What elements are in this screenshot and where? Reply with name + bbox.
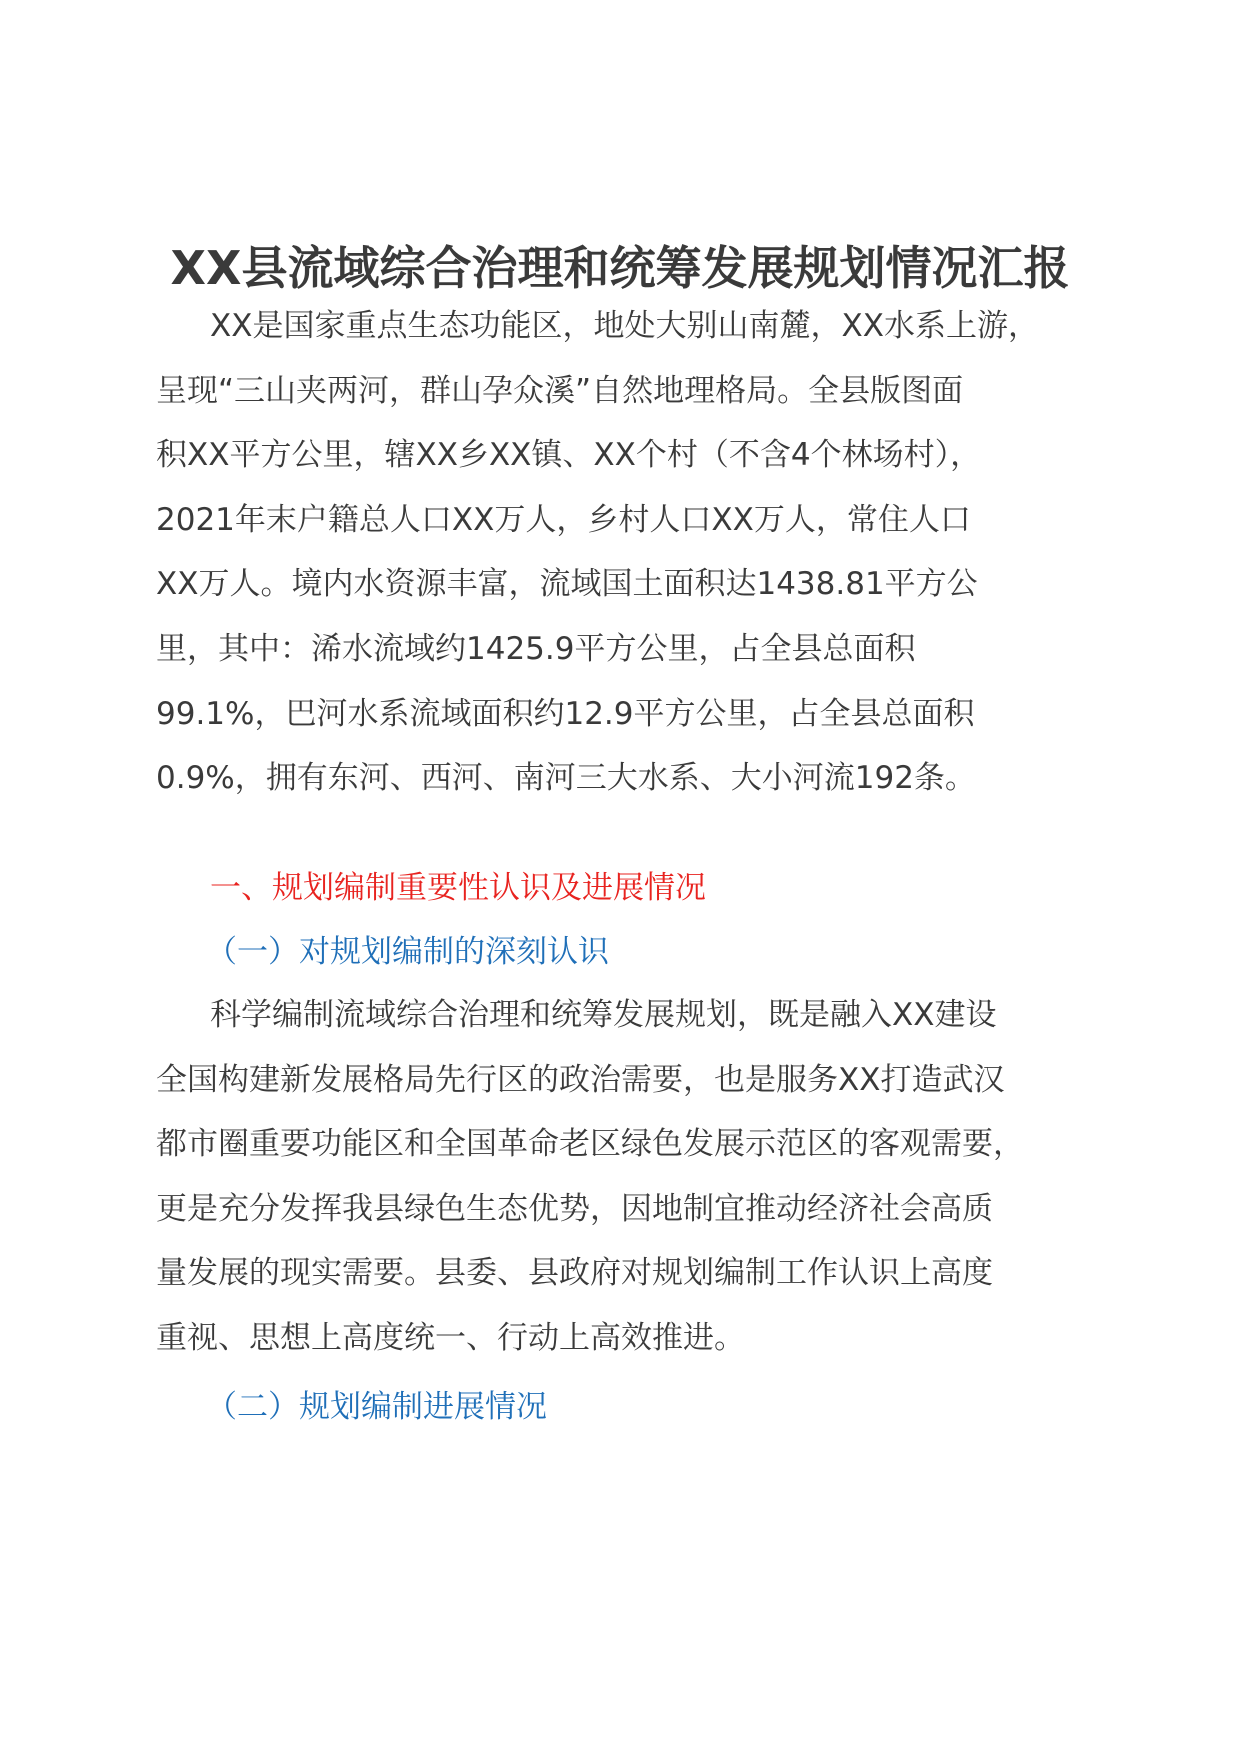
paragraph-line: 0.9%，拥有东河、西河、南河三大水系、大小河流192条。 xyxy=(156,760,976,797)
paragraph-line: 积XX平方公里，辖XX乡XX镇、XX个村（不含4个林场村）， xyxy=(156,437,982,474)
paragraph-line: 都市圈重要功能区和全国革命老区绿色发展示范区的客观需要， xyxy=(156,1126,1024,1163)
paragraph-line: 里，其中：浠水流域约1425.9平方公里，占全县总面积 xyxy=(156,630,916,667)
paragraph-recognition xyxy=(156,983,1116,1371)
paragraph-line: 呈现“三山夹两河，群山孕众溪”自然地理格局。全县版图面 xyxy=(156,372,964,409)
paragraph-line: 更是充分发挥我县绿色生态优势，因地制宜推动经济社会高质 xyxy=(156,1190,993,1227)
subsection-heading-1: （一）对规划编制的深刻认识 xyxy=(206,934,609,970)
paragraph-line: 全国构建新发展格局先行区的政治需要，也是服务XX打造武汉 xyxy=(156,1061,1005,1098)
paragraph-line: XX是国家重点生态功能区，地处大别山南麓，XX水系上游， xyxy=(210,308,1039,344)
paragraph-line: 量发展的现实需要。县委、县政府对规划编制工作认识上高度 xyxy=(156,1255,993,1292)
paragraph-line: 2021年末户籍总人口XX万人，乡村人口XX万人，常住人口 xyxy=(156,501,971,538)
section-heading-1: 一、规划编制重要性认识及进展情况 xyxy=(210,870,706,906)
paragraph-line: XX万人。境内水资源丰富，流域国土面积达1438.81平方公 xyxy=(156,566,978,603)
paragraph-line: 科学编制流域综合治理和统筹发展规划，既是融入XX建设 xyxy=(210,997,997,1033)
paragraph-line: 重视、思想上高度统一、行动上高效推进。 xyxy=(156,1319,745,1356)
paragraph-line: 99.1%，巴河水系流域面积约12.9平方公里，占全县总面积 xyxy=(156,695,975,732)
document-title: XX县流域综合治理和统筹发展规划情况汇报 xyxy=(170,241,1070,295)
paragraph-overview xyxy=(156,294,1116,811)
subsection-heading-2: （二）规划编制进展情况 xyxy=(206,1389,547,1425)
